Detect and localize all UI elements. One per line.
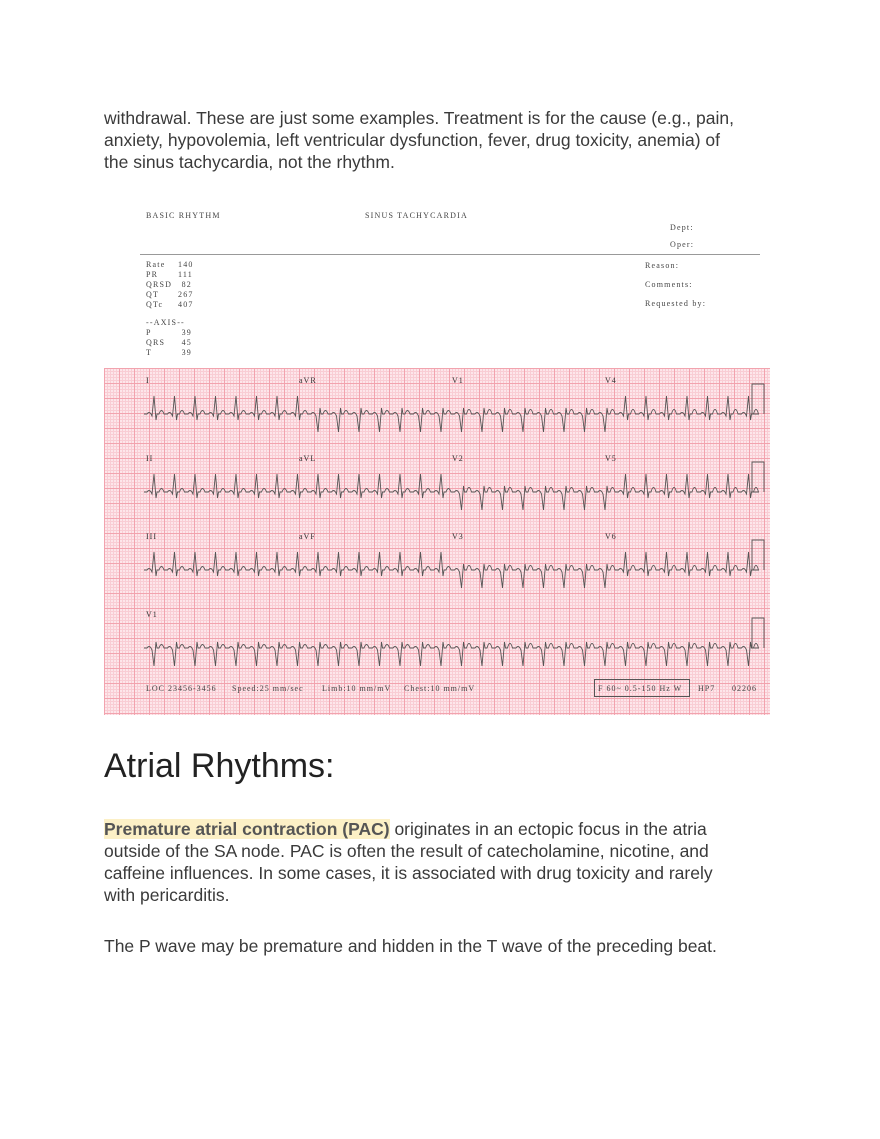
oper-label: Oper: [670, 240, 695, 249]
lead-label: III [146, 532, 157, 541]
reason-label: Reason: [645, 261, 680, 270]
p-wave-paragraph: The P wave may be premature and hidden in the T wave of the preceding beat. [104, 936, 717, 956]
ecg-traces [104, 368, 770, 715]
ecg-strip [104, 368, 770, 715]
axis-value: 45 [181, 338, 192, 347]
lead-label: II [146, 454, 154, 463]
measurement-label: QRSD [146, 280, 173, 289]
footer-limb: Limb:10 mm/mV [322, 684, 392, 693]
measurement-value: 111 [178, 270, 194, 279]
lead-label: V3 [452, 532, 464, 541]
axis-label: QRS [146, 338, 166, 347]
pac-term-highlight: Premature atrial contraction (PAC) [104, 819, 390, 839]
intro-paragraph: withdrawal. These are just some examples. Treatment is for the cause (e.g., pain, anxiety, hypovolemia, left ventricular dysfunction, fever, drug toxicity, anemia) of the sinus tachycardia, not the rhythm. [104, 108, 734, 172]
pac-description: originates in an ectopic focus in the atria outside of the SA node. PAC is often the result of catecholamine, nicotine, and caffeine influences. In some cases, it is associated with drug toxicity and rarely with pericarditis. [104, 819, 713, 905]
lead-label: aVF [299, 532, 316, 541]
measurement-value: 267 [178, 290, 194, 299]
measurement-value: 140 [178, 260, 194, 269]
measurement-value: 82 [181, 280, 192, 289]
lead-label: V1 [146, 610, 158, 619]
lead-label: V2 [452, 454, 464, 463]
footer-code: 02206 [732, 684, 757, 693]
section-heading: Atrial Rhythms: [104, 747, 335, 785]
lead-label: V4 [605, 376, 617, 385]
footer-filter: F 60~ 0.5-150 Hz W [598, 684, 683, 693]
axis-label: P [146, 328, 152, 337]
comments-label: Comments: [645, 280, 693, 289]
lead-label: V6 [605, 532, 617, 541]
requested-by-label: Requested by: [645, 299, 707, 308]
measurement-label: Rate [146, 260, 166, 269]
ecg-trace [144, 384, 764, 432]
measurement-label: PR [146, 270, 159, 279]
pac-paragraph [104, 818, 744, 906]
measurement-value: 407 [178, 300, 194, 309]
footer-chest: Chest:10 mm/mV [404, 684, 476, 693]
lead-label: I [146, 376, 150, 385]
lead-label: V1 [452, 376, 464, 385]
divider [140, 254, 760, 255]
lead-label: aVL [299, 454, 317, 463]
footer-device: HP7 [698, 684, 716, 693]
axis-value: 39 [181, 348, 192, 357]
dept-label: Dept: [670, 223, 694, 232]
footer-speed: Speed:25 mm/sec [232, 684, 304, 693]
ecg-trace [144, 462, 764, 510]
ecg-trace [144, 618, 764, 666]
measurement-label: QTc [146, 300, 164, 309]
lead-label: V5 [605, 454, 617, 463]
lead-label: aVR [299, 376, 317, 385]
axis-label: --AXIS-- [146, 318, 185, 327]
measurement-label: QT [146, 290, 160, 299]
rhythm-value: SINUS TACHYCARDIA [365, 211, 468, 220]
axis-value: 39 [181, 328, 192, 337]
ecg-trace [144, 540, 764, 588]
footer-loc: LOC 23456-3456 [146, 684, 217, 693]
axis-label: T [146, 348, 153, 357]
ecg-report-header [140, 205, 760, 365]
basic-rhythm-label: BASIC RHYTHM [146, 211, 221, 220]
